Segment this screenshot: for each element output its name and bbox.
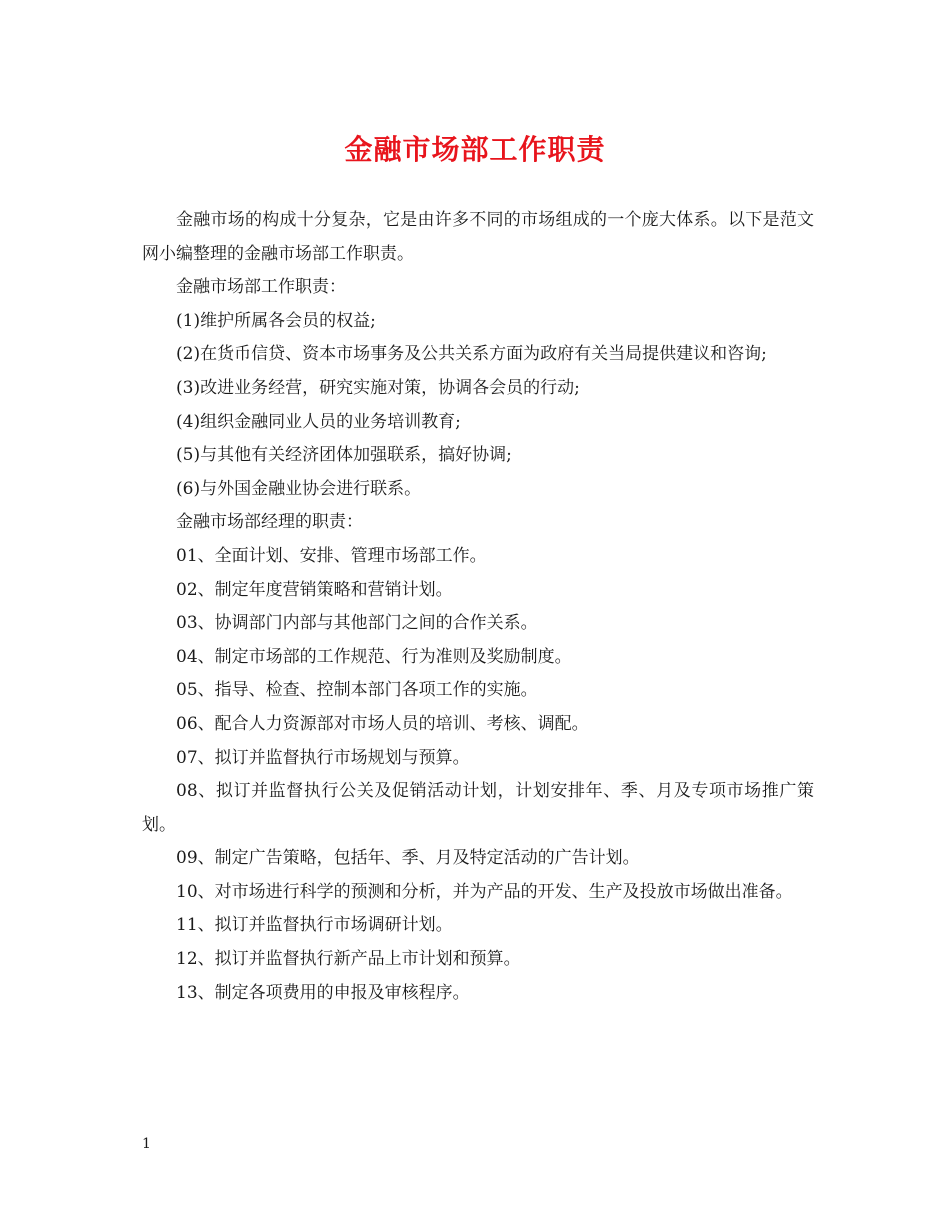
list-item: (3)改进业务经营，研究实施对策，协调各会员的行动; bbox=[176, 377, 580, 398]
list-item: 13、制定各项费用的申报及审核程序。 bbox=[176, 982, 470, 1003]
list-item: 02、制定年度营销策略和营销计划。 bbox=[176, 579, 453, 600]
page-number: 1 bbox=[142, 1136, 151, 1152]
list-item: 04、制定市场部的工作规范、行为准则及奖励制度。 bbox=[176, 646, 572, 667]
list-item: 08、拟订并监督执行公关及促销活动计划，计划安排年、季、月及专项市场推广策划。 bbox=[142, 781, 814, 835]
list-item: 03、协调部门内部与其他部门之间的合作关系。 bbox=[176, 613, 538, 634]
list-item: 12、拟订并监督执行新产品上市计划和预算。 bbox=[176, 949, 521, 970]
list-item: 11、拟订并监督执行市场调研计划。 bbox=[176, 915, 453, 936]
list-item: (1)维护所属各会员的权益; bbox=[176, 310, 376, 331]
list-item: 06、配合人力资源部对市场人员的培训、考核、调配。 bbox=[176, 713, 589, 734]
list-item: 05、指导、检查、控制本部门各项工作的实施。 bbox=[176, 680, 538, 701]
list-item: (4)组织金融同业人员的业务培训教育; bbox=[176, 411, 461, 432]
list-item: (6)与外国金融业协会进行联系。 bbox=[176, 478, 422, 499]
list-item: (2)在货币信贷、资本市场事务及公共关系方面为政府有关当局提供建议和咨询; bbox=[176, 344, 767, 365]
page-title: 金融市场部工作职责 bbox=[344, 133, 606, 166]
list-item: 09、制定广告策略，包括年、季、月及特定活动的广告计划。 bbox=[176, 848, 640, 869]
list-item: (5)与其他有关经济团体加强联系，搞好协调; bbox=[176, 445, 512, 466]
list-item: 01、全面计划、安排、管理市场部工作。 bbox=[176, 545, 487, 566]
list-item: 10、对市场进行科学的预测和分析，并为产品的开发、生产及投放市场做出准备。 bbox=[176, 881, 793, 902]
intro-paragraph: 金融市场的构成十分复杂，它是由许多不同的市场组成的一个庞大体系。以下是范文网小编整理的金融市场部工作职责。 bbox=[142, 210, 814, 264]
section-heading-manager-duties: 金融市场部经理的职责： bbox=[176, 512, 363, 533]
section-heading-department-duties: 金融市场部工作职责： bbox=[176, 277, 346, 298]
document-body bbox=[142, 204, 814, 1010]
list-item: 07、拟订并监督执行市场规划与预算。 bbox=[176, 747, 470, 768]
